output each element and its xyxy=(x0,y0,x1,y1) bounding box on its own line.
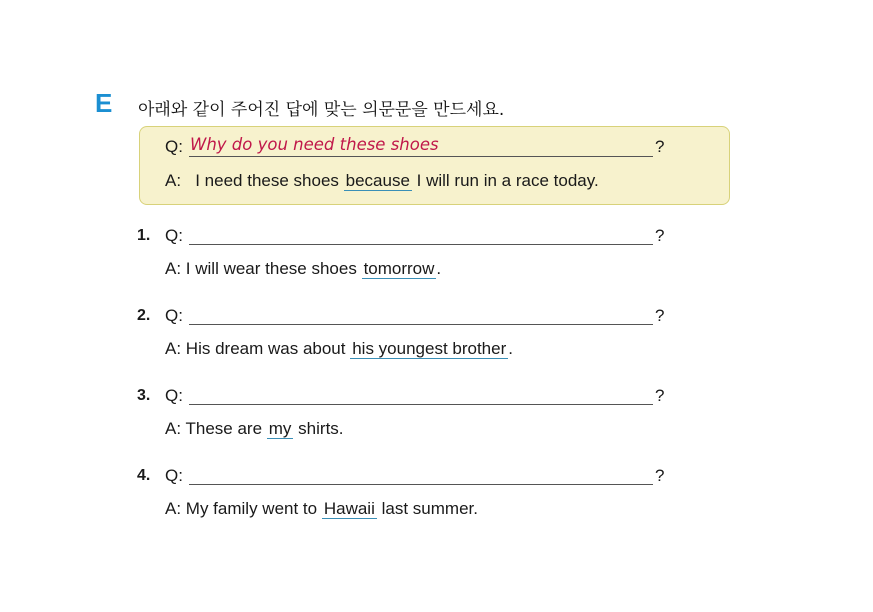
item-2-question-line[interactable] xyxy=(189,324,653,325)
item-4-answer xyxy=(165,499,478,519)
item-2-question-mark: ? xyxy=(655,306,665,325)
item-1-number: 1. xyxy=(137,227,151,244)
item-1-a-underlined: tomorrow xyxy=(363,259,435,278)
example-question-answer: Why do you need these shoes xyxy=(190,135,439,154)
example-question-mark: ? xyxy=(655,137,665,156)
item-4-a-label: A: xyxy=(165,499,182,518)
item-2-a-underlined: his youngest brother xyxy=(352,339,507,358)
item-4-question-mark: ? xyxy=(655,466,665,485)
item-3-question-line[interactable] xyxy=(189,404,653,405)
item-4-a-underlined: Hawaii xyxy=(323,499,375,518)
example-a-underlined: because xyxy=(345,171,410,190)
item-2-a-label: A: xyxy=(165,339,182,358)
example-a-before: I need these shoes xyxy=(195,171,339,190)
item-2-number: 2. xyxy=(137,307,151,324)
example-a-after: I will run in a race today. xyxy=(416,171,599,190)
example-a-label: A: xyxy=(165,171,182,190)
item-1-answer xyxy=(165,259,441,279)
section-instruction: 아래와 같이 주어진 답에 맞는 의문문을 만드세요. xyxy=(138,100,505,120)
section-letter: E xyxy=(95,88,113,118)
item-4-question-line[interactable] xyxy=(189,484,653,485)
example-question-line xyxy=(189,156,653,157)
item-3-q-label: Q: xyxy=(165,386,183,405)
item-1-a-label: A: xyxy=(165,259,182,278)
item-1-a-after: . xyxy=(436,259,442,278)
item-3-a-underlined: my xyxy=(268,419,292,438)
item-3-a-after: shirts. xyxy=(298,419,344,438)
item-1-question-line[interactable] xyxy=(189,244,653,245)
item-1-q-label: Q: xyxy=(165,226,183,245)
item-4-q-label: Q: xyxy=(165,466,183,485)
item-1-question-mark: ? xyxy=(655,226,665,245)
item-1-a-before: I will wear these shoes xyxy=(185,259,357,278)
item-2-a-after: . xyxy=(508,339,513,358)
item-3-answer xyxy=(165,419,344,439)
item-4-a-before: My family went to xyxy=(185,499,318,518)
item-3-number: 3. xyxy=(137,387,151,404)
item-3-a-before: These are xyxy=(185,419,263,438)
item-2-answer xyxy=(165,339,513,359)
item-2-q-label: Q: xyxy=(165,306,183,325)
item-2-a-before: His dream was about xyxy=(185,339,346,358)
example-answer xyxy=(165,171,599,191)
item-3-question-mark: ? xyxy=(655,386,665,405)
item-4-a-after: last summer. xyxy=(381,499,478,518)
item-3-a-label: A: xyxy=(165,419,182,438)
example-q-label: Q: xyxy=(165,137,183,156)
item-4-number: 4. xyxy=(137,467,151,484)
